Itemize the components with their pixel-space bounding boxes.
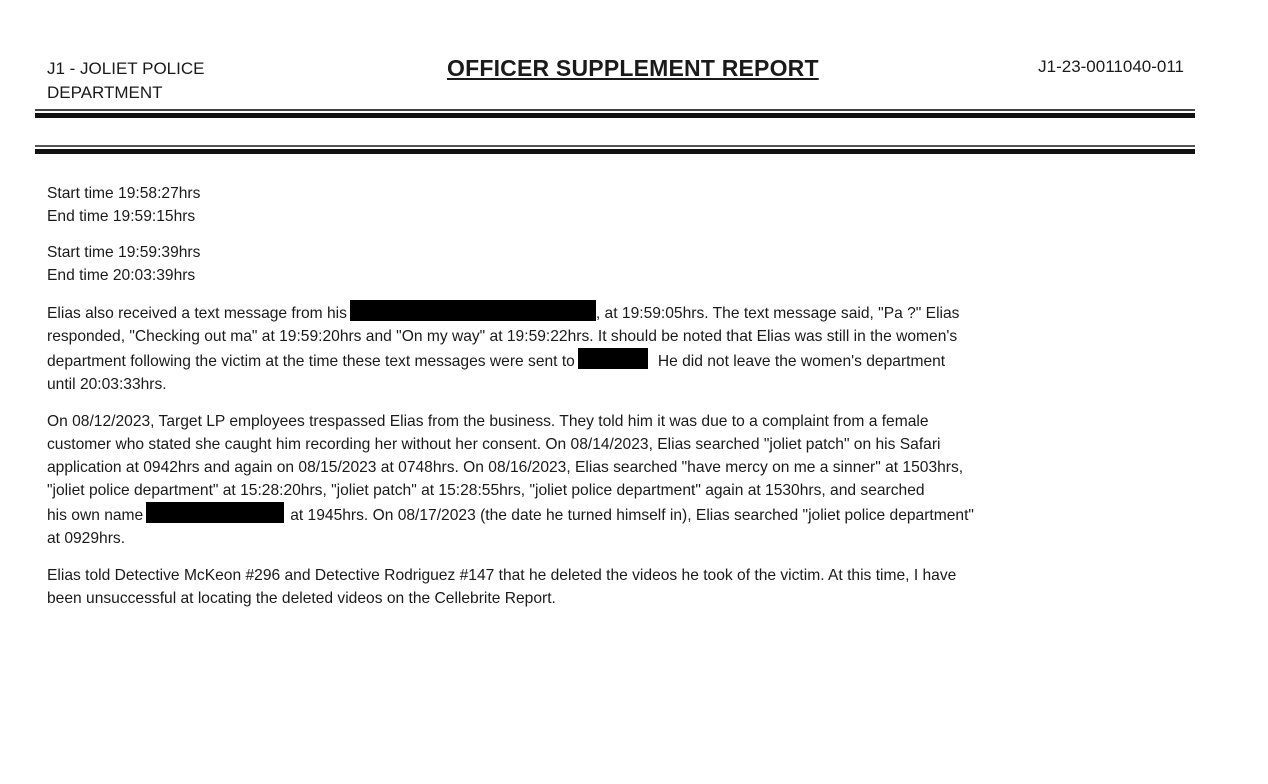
header-rule-thick-top <box>35 113 1195 118</box>
para1-line-4: until 20:03:33hrs. <box>47 376 167 393</box>
para2-line-5 <box>47 502 1197 527</box>
agency-line-1: J1 - JOLIET POLICE <box>47 59 205 78</box>
agency-line-2: DEPARTMENT <box>47 83 163 102</box>
end-time-2: End time 20:03:39hrs <box>47 267 196 284</box>
report-number: J1-23-0011040-011 <box>1038 57 1184 76</box>
paragraph-searches <box>47 410 1197 550</box>
paragraph-deleted-videos <box>47 564 1197 610</box>
para1-line-3 <box>47 348 1197 373</box>
header-rule-thick-bottom <box>35 149 1195 154</box>
para1-line-1 <box>47 300 1197 325</box>
para2-line-1: On 08/12/2023, Target LP employees trespassed Elias from the business. They told him it was due to a complaint from a female <box>47 413 929 430</box>
report-body <box>47 182 1197 624</box>
para2-line-4: "joliet police department" at 15:28:20hrs, "joliet patch" at 15:28:55hrs, "joliet police department" again at 1530hrs, and searched <box>47 482 925 499</box>
para1-line-2: responded, "Checking out ma" at 19:59:20hrs and "On my way" at 19:59:22hrs. It should be noted that Elias was still in the women's <box>47 328 958 345</box>
paragraph-text-messages <box>47 300 1197 396</box>
time-block-1 <box>47 182 1197 228</box>
para2-line-5-b: at 1945hrs. On 08/17/2023 (the date he turned himself in), Elias searched "joliet police department" <box>290 507 974 524</box>
para1-line-1-b: , at 19:59:05hrs. The text message said, "Pa ?" Elias <box>595 305 960 322</box>
redaction-box <box>146 502 284 523</box>
para3-line-2: been unsuccessful at locating the deleted videos on the Cellebrite Report. <box>47 590 556 607</box>
start-time-1: Start time 19:58:27hrs <box>47 185 201 202</box>
redaction-box <box>578 348 648 369</box>
start-time-2: Start time 19:59:39hrs <box>47 244 201 261</box>
para2-line-3: application at 0942hrs and again on 08/15/2023 at 0748hrs. On 08/16/2023, Elias searched "have mercy on me a sinner" at 1503hrs, <box>47 459 964 476</box>
redaction-box <box>350 300 596 321</box>
para3-line-1: Elias told Detective McKeon #296 and Detective Rodriguez #147 that he deleted the videos he took of the victim. At this time, I have <box>47 567 957 584</box>
para2-line-2: customer who stated she caught him recording her without her consent. On 08/14/2023, Elias searched "joliet patch" on his Safari <box>47 436 941 453</box>
para1-line-1-a: Elias also received a text message from his <box>47 305 347 322</box>
end-time-1: End time 19:59:15hrs <box>47 208 196 225</box>
report-title: OFFICER SUPPLEMENT REPORT <box>447 55 819 81</box>
header-rule-thin-bottom <box>35 145 1195 147</box>
para2-line-6: at 0929hrs. <box>47 530 126 547</box>
agency-name <box>47 57 307 105</box>
para2-line-5-a: his own name <box>47 507 144 524</box>
header-rule-thin-top <box>35 109 1195 111</box>
para1-line-3-b: He did not leave the women's department <box>657 353 946 370</box>
time-block-2 <box>47 241 1197 287</box>
para1-line-3-a: department following the victim at the time these text messages were sent to <box>47 353 575 370</box>
